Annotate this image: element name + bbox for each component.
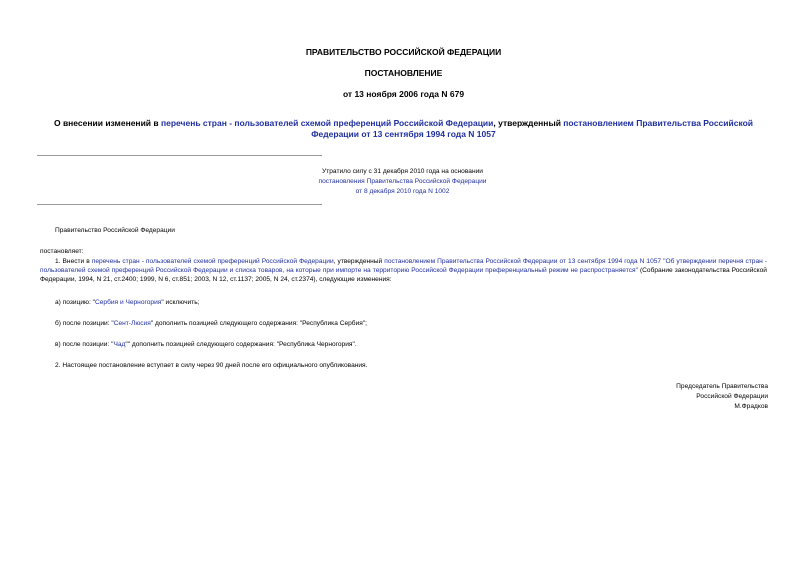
document-type: ПОСТАНОВЛЕНИЕ	[364, 68, 443, 78]
paragraph-1-text: , утвержденный	[333, 258, 385, 265]
government-heading: ПРАВИТЕЛЬСТВО РОССИЙСКОЙ ФЕДЕРАЦИИ	[305, 47, 502, 57]
document-title	[40, 118, 767, 140]
divider-top	[37, 155, 322, 156]
repeal-note-link[interactable]: постановления Правительства Российской Федерации	[318, 178, 487, 185]
title-text: , утвержденный	[493, 118, 564, 128]
paragraph-1-link-country-list[interactable]: перечень стран - пользователей схемой преференций Российской Федерации	[91, 258, 334, 265]
divider-bottom	[37, 204, 322, 205]
item-b-tail: " дополнить позицией следующего содержания: "Республика Сербия";	[150, 320, 368, 327]
paragraph-2: 2. Настоящее постановление вступает в силу через 90 дней после его официального опубликования.	[55, 362, 368, 369]
signature-name: М.Фрадков	[734, 403, 768, 410]
document-date-number: от 13 ноября 2006 года N 679	[342, 89, 465, 99]
paragraph-1-link-resolution[interactable]: постановлением Правительства Российской Федерации от 13 сентября 1994 года N 1057 "Об утверждении перечня стран - пользователей схемой преференций Российской Федерации и списка товаров, на которые при импорте на территорию Российской Федерации преференциальный режим не распространяется"	[40, 258, 767, 274]
item-a-tail: " исключить;	[161, 299, 200, 306]
item-c-lead: в) после позиции: "	[55, 341, 114, 348]
item-a	[55, 298, 200, 307]
repeal-note-link-date[interactable]: от 8 декабря 2010 года N 1002	[355, 188, 450, 195]
item-c-link[interactable]: Чад	[113, 341, 126, 348]
signature-title: Председатель Правительства	[676, 383, 768, 390]
title-link-country-list[interactable]: перечень стран - пользователей схемой преференций Российской Федерации	[160, 118, 494, 128]
paragraph-1	[40, 257, 767, 284]
title-link-resolution-1057[interactable]: постановлением Правительства Российской Федерации от 13 сентября 1994 года N 1057	[311, 118, 754, 139]
signature-block	[676, 382, 768, 412]
decides-text: постановляет:	[40, 248, 84, 255]
repeal-note-text: Утратило силу с 31 декабря 2010 года на основании	[322, 168, 483, 175]
intro-text: Правительство Российской Федерации	[55, 227, 175, 234]
item-b-link[interactable]: Сент-Люсия	[113, 320, 151, 327]
paragraph-1-lead: 1. Внести в	[55, 258, 92, 265]
signature-title-country: Российской Федерации	[696, 393, 768, 400]
item-c	[55, 340, 357, 349]
item-c-tail: "" дополнить позицией следующего содержания: "Республика Черногория".	[125, 341, 357, 348]
title-text: О внесении изменений в	[53, 118, 161, 128]
item-a-link[interactable]: Сербия и Черногория	[94, 299, 162, 306]
paragraph-1-tail: (Собрание законодательства Российской Федерации, 1994, N 21, ст.2400; 1999, N 6, ст.851; 2003, N 12, ст.1137; 2005, N 24, ст.2374), следующие изменения:	[40, 267, 767, 283]
item-a-lead: а) позицию: "	[55, 299, 95, 306]
item-b	[55, 319, 367, 328]
item-b-lead: б) после позиции: "	[55, 320, 114, 327]
repeal-note	[300, 167, 505, 197]
